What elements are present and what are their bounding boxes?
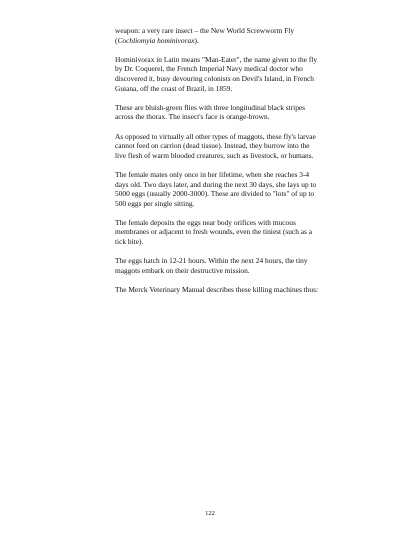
body-text [115, 26, 320, 304]
paragraph-1 [115, 26, 320, 45]
paragraph-2: Hominivorax in Latin means "Man-Eater", the name given to the fly by Dr. Coquerel, the French Imperial Navy medical doctor who discovered it, busy devouring colonists on Devil's Island, in French Guiana, off the coast of Brazil, in 1859. [115, 54, 318, 93]
paragraph-1-end: ). [194, 35, 199, 45]
paragraph-5: The female mates only once in her lifetime, when she reaches 3-4 days old. Two days later, and during the next 30 days, she lays up to 5000 eggs (usually 2000-3000). These are divided to "lots" of up to 500 eggs per single sitting. [115, 169, 317, 208]
page-number: 122 [205, 510, 215, 517]
paragraph-1-text: weapon: a very rare insect – the New World Screwworm Fly ( [115, 26, 295, 45]
paragraph-8: The Merck Veterinary Manual describes these killing machines thus: [115, 285, 319, 295]
paragraph-7: The eggs hatch in 12-21 hours. Within the next 24 hours, the tiny maggots embark on their destructive mission. [115, 256, 308, 275]
paragraph-4: As opposed to virtually all other types of maggots, these fly's larvae cannot feed on carrion (dead tissue). Instead, they burrow into the live flesh of warm blooded creatures, such as livestock, or humans. [115, 131, 316, 160]
paragraph-3: These are bluish-green flies with three longitudinal black stripes across the thorax. The insect's face is orange-brown. [115, 102, 306, 122]
paragraph-6: The female deposits the eggs near body orifices with mucous membranes or adjacent to fresh wounds, even the tiniest (such as a tick bite). [115, 217, 313, 247]
species-name: Cochliomyia hominivorax [117, 35, 195, 45]
